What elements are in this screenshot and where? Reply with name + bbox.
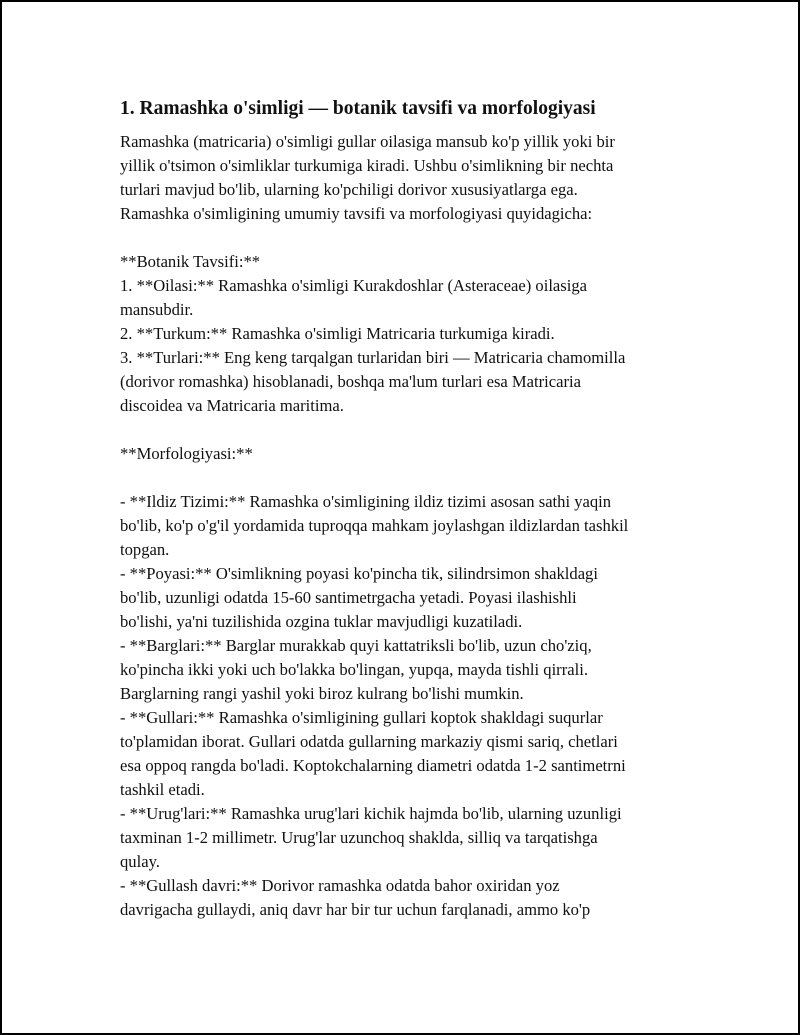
text-line: tashkil etadi.: [120, 780, 205, 799]
text-line: - **Gullash davri:** Dorivor ramashka odatda bahor oxiridan yoz: [120, 876, 560, 895]
text-line: to'plamidan iborat. Gullari odatda gullarning markaziy qismi sariq, chetlari: [120, 732, 618, 751]
text-line: - **Ildiz Tizimi:** Ramashka o'simligining ildiz tizimi asosan sathi yaqin: [120, 492, 612, 511]
intro-paragraph: [120, 130, 720, 226]
text-line: qulay.: [120, 852, 160, 871]
text-line: Barglarning rangi yashil yoki biroz kulrang bo'lishi mumkin.: [120, 684, 524, 703]
blank-line: [120, 226, 720, 250]
text-line: 2. **Turkum:** Ramashka o'simligi Matricaria turkumiga kiradi.: [120, 324, 555, 343]
blank-line: [120, 418, 720, 442]
morfologiya-section: [120, 490, 720, 922]
text-line: Ramashka (matricaria) o'simligi gullar oilasiga mansub ko'p yillik yoki bir: [120, 132, 615, 151]
text-line: - **Barglari:** Barglar murakkab quyi kattatriksli bo'lib, uzun cho'ziq,: [120, 636, 592, 655]
document-body: [120, 97, 720, 922]
text-line: davrigacha gullaydi, aniq davr har bir tur uchun farqlanadi, ammo ko'p: [120, 900, 591, 919]
text-line: 3. **Turlari:** Eng keng tarqalgan turlaridan biri — Matricaria chamomilla: [120, 348, 626, 367]
text-line: ko'pincha ikki yoki uch bo'lakka bo'lingan, yupqa, mayda tishli qirrali.: [120, 660, 588, 679]
text-line: - **Poyasi:** O'simlikning poyasi ko'pincha tik, silindrsimon shakldagi: [120, 564, 598, 583]
text-line: - **Urug'lari:** Ramashka urug'lari kichik hajmda bo'lib, ularning uzunligi: [120, 804, 622, 823]
text-line: discoidea va Matricaria maritima.: [120, 396, 344, 415]
text-line: Ramashka o'simligining umumiy tavsifi va morfologiyasi quyidagicha:: [120, 204, 593, 223]
text-line: bo'lishi, ya'ni tuzilishida ozgina tuklar mavjudligi kuzatiladi.: [120, 612, 523, 631]
text-line: taxminan 1-2 millimetr. Urug'lar uzunchoq shaklda, silliq va tarqatishga: [120, 828, 598, 847]
text-line: - **Gullari:** Ramashka o'simligining gullari koptok shakldagi suqurlar: [120, 708, 603, 727]
text-line: (dorivor romashka) hisoblanadi, boshqa ma'lum turlari esa Matricaria: [120, 372, 582, 391]
text-line: bo'lib, ko'p o'g'il yordamida tuproqqa mahkam joylashgan ildizlardan tashkil: [120, 516, 629, 535]
blank-line: [120, 466, 720, 490]
document-title: 1. Ramashka o'simligi — botanik tavsifi va morfologiyasi: [120, 98, 596, 119]
text-line: turlari mavjud bo'lib, ularning ko'pchiligi dorivor xususiyatlarga ega.: [120, 180, 578, 199]
text-line: topgan.: [120, 540, 170, 559]
section-heading: **Botanik Tavsifi:**: [120, 252, 261, 271]
text-line: esa oppoq rangda bo'ladi. Koptokchalarning diametri odatda 1-2 santimetrni: [120, 756, 626, 775]
text-line: bo'lib, uzunligi odatda 15-60 santimetrgacha yetadi. Poyasi ilashishli: [120, 588, 577, 607]
text-line: 1. **Oilasi:** Ramashka o'simligi Kurakdoshlar (Asteraceae) oilasiga: [120, 276, 588, 295]
text-line: mansubdir.: [120, 300, 194, 319]
botanik-section: [120, 250, 720, 418]
section-heading: **Morfologiyasi:**: [120, 444, 253, 463]
text-line: yillik o'tsimon o'simliklar turkumiga kiradi. Ushbu o'simlikning bir nechta: [120, 156, 614, 175]
